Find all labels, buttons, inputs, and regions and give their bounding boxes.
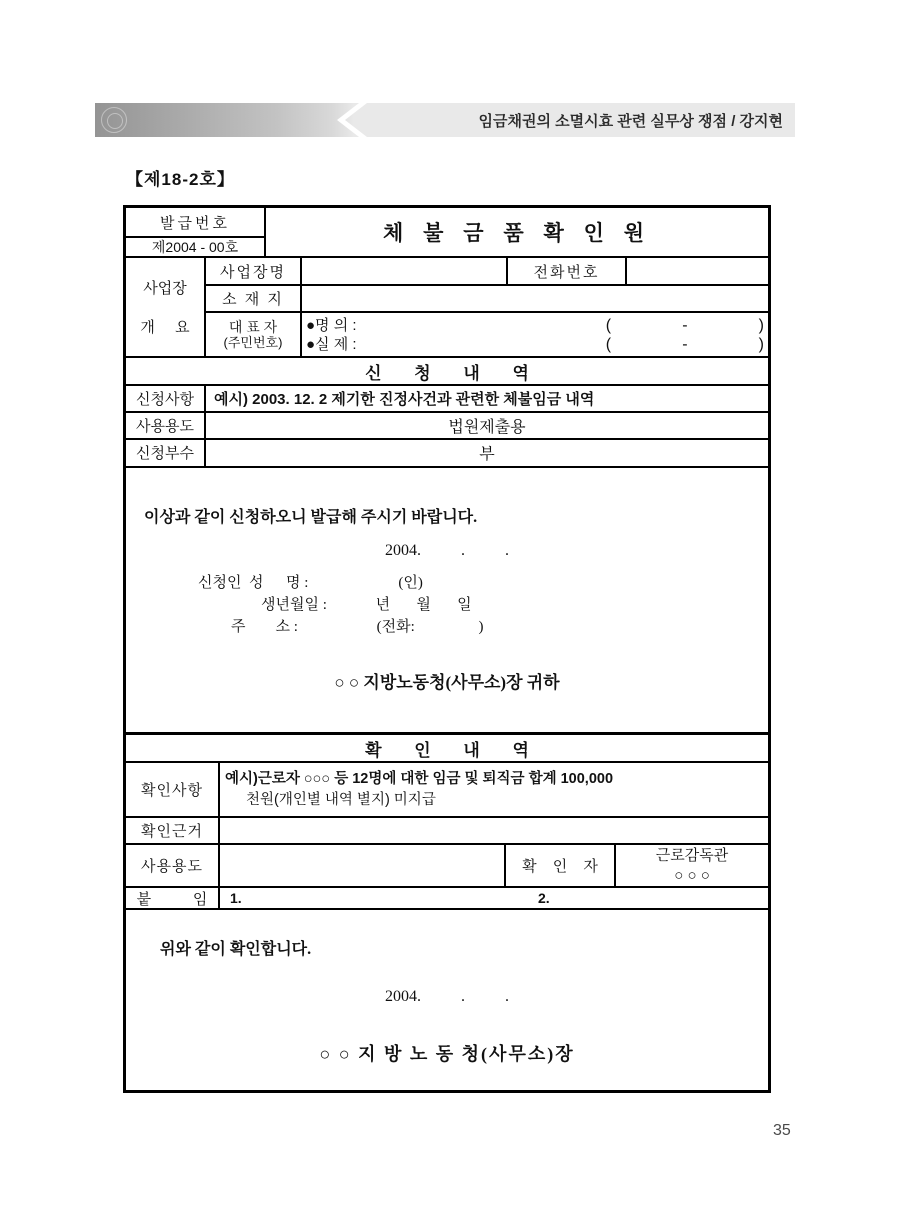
confirm-item-row bbox=[126, 763, 768, 818]
rep-real-id-paren: ( - ) bbox=[605, 335, 764, 353]
apply-item-row bbox=[126, 386, 768, 413]
confirm-date-line: 2004. . . bbox=[385, 988, 509, 1005]
signer-line: ○ ○ 지 방 노 동 청(사무소)장 bbox=[319, 1044, 575, 1064]
confirm-item-label: 확인사항 bbox=[126, 763, 220, 816]
apply-use-value: 법원제출용 bbox=[448, 419, 526, 436]
address-row bbox=[206, 286, 768, 313]
rep-real-bullet-label: ●실 제 : bbox=[306, 335, 357, 353]
confirm-use-row bbox=[126, 845, 768, 888]
apply-copies-value: 부 bbox=[479, 446, 495, 464]
inspector-name: ○ ○ ○ bbox=[674, 866, 710, 884]
representative-label bbox=[206, 313, 302, 356]
workplace-name-row bbox=[206, 258, 768, 286]
representative-label-line1: 대 표 자 bbox=[228, 318, 278, 335]
workplace-rows bbox=[206, 258, 768, 356]
confirm-sentence: 위와 같이 확인합니다. bbox=[160, 941, 312, 958]
applicant-address-line: 주 소 : (전화: ) bbox=[231, 619, 484, 635]
address-field bbox=[302, 286, 768, 311]
address-label: 소 재 지 bbox=[206, 286, 302, 311]
attachment-item-1: 1. bbox=[230, 890, 242, 906]
confirm-basis-label: 확인근거 bbox=[126, 818, 220, 843]
confirm-basis-row bbox=[126, 818, 768, 845]
issue-number-header: 발급번호 bbox=[126, 208, 264, 238]
form-number-label: 【제18-2호】 bbox=[126, 170, 235, 189]
workplace-label-line1: 사업장 bbox=[143, 280, 187, 297]
apply-use-label: 사용용도 bbox=[126, 413, 206, 437]
apply-copies-row bbox=[126, 440, 768, 466]
apply-item-label: 신청사항 bbox=[126, 386, 206, 411]
workplace-name-field bbox=[302, 258, 506, 284]
apply-copies-label: 신청부수 bbox=[126, 440, 206, 466]
request-area bbox=[126, 468, 768, 735]
confirm-item-line2: 천원(개인별 내역 별지) 미지급 bbox=[246, 791, 436, 808]
confirm-use-label: 사용용도 bbox=[126, 845, 220, 886]
applicant-block bbox=[126, 572, 768, 638]
page-header-bar bbox=[95, 103, 795, 137]
application-section-header: 신 청 내 역 bbox=[126, 358, 768, 386]
representative-row bbox=[206, 313, 768, 356]
recipient-line: ○ ○ 지방노동청(사무소)장 귀하 bbox=[334, 673, 560, 692]
workplace-group-label bbox=[126, 258, 206, 356]
rep-real-line bbox=[306, 335, 764, 354]
inspector-title: 근로감독관 bbox=[655, 846, 729, 864]
issue-title-section bbox=[126, 208, 768, 258]
phone-label: 전화번호 bbox=[506, 258, 627, 284]
running-head-title: 임금채권의 소멸시효 관련 실무상 쟁점 / 강지현 bbox=[478, 112, 783, 130]
page-number: 35 bbox=[773, 1122, 791, 1139]
confirm-basis-field bbox=[220, 818, 768, 843]
confirm-item-line1: 예시)근로자 ○○○ 등 12명에 대한 임금 및 퇴직금 합계 100,000 bbox=[225, 770, 614, 787]
inspector-cell bbox=[616, 845, 768, 886]
confirm-item-value bbox=[220, 763, 768, 816]
rep-name-id-paren: ( - ) bbox=[605, 316, 764, 334]
rep-name-bullet-label: ●명 의 : bbox=[306, 316, 357, 334]
seal-emblem-icon bbox=[101, 107, 127, 133]
phone-field bbox=[627, 258, 768, 284]
workplace-label-line2: 개 요 bbox=[140, 319, 198, 336]
request-date-line: 2004. . . bbox=[385, 542, 509, 559]
representative-field bbox=[302, 313, 768, 356]
applicant-birth-line: 생년월일 : 년 월 일 bbox=[261, 597, 472, 613]
issue-number-column bbox=[126, 208, 266, 256]
confirmation-section-header: 확 인 내 역 bbox=[126, 735, 768, 763]
apply-item-value: 예시) 2003. 12. 2 제기한 진정사건과 관련한 체불임금 내역 bbox=[214, 391, 595, 409]
chevron-left-icon bbox=[335, 103, 367, 137]
form-table bbox=[123, 205, 771, 1093]
apply-use-row bbox=[126, 413, 768, 439]
request-sentence: 이상과 같이 신청하오니 발급해 주시기 바랍니다. bbox=[144, 509, 478, 526]
confirmation-signature-area bbox=[126, 910, 768, 1090]
issue-number-value: 제2004 - 00호 bbox=[151, 239, 239, 255]
attachment-row bbox=[126, 888, 768, 910]
attachment-item-2: 2. bbox=[538, 890, 550, 906]
confirmer-label: 확 인 자 bbox=[504, 845, 616, 886]
workplace-name-label: 사업장명 bbox=[206, 258, 302, 284]
attachment-field bbox=[220, 888, 768, 908]
form-title: 체 불 금 품 확 인 원 bbox=[382, 222, 651, 245]
application-rows bbox=[126, 386, 768, 468]
attachment-label: 붙 임 bbox=[126, 888, 220, 908]
confirm-use-field bbox=[220, 845, 504, 886]
representative-label-line2: (주민번호) bbox=[223, 334, 283, 350]
rep-name-line bbox=[306, 316, 764, 335]
workplace-section bbox=[126, 258, 768, 358]
applicant-name-line: 신청인 성 명 : (인) bbox=[198, 575, 423, 591]
